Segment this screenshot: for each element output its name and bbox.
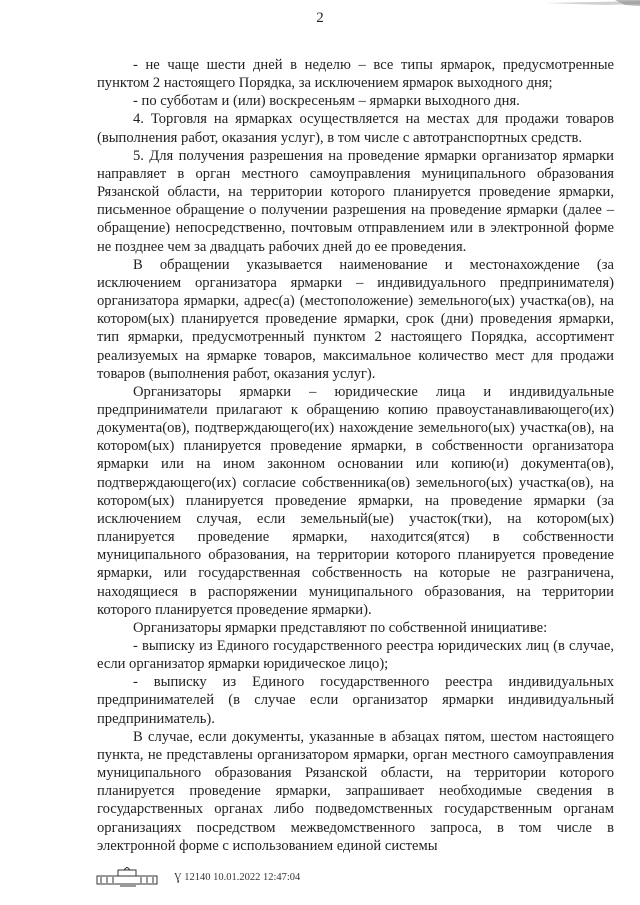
paragraph-entrepreneur-extract: - выписку из Единого государственного реестра индивидуальных предпринимателей (в случае если организатор ярмарки индивидуальный предприниматель). (97, 674, 614, 727)
registration-number: 12140 (184, 871, 211, 883)
paragraph-item-5: 5. Для получения разрешения на проведение ярмарки организатор ярмарки направляет в орган местного самоуправления муниципального образования Рязанской области, на территории которого планируется проведение ярмарки, письменное обращение о получении разрешения на проведение ярмарки (далее – обращение) непосредственно, почтовым отправлением или в электронной форме не позднее чем за двадцать рабочих дней до ее проведения. (97, 147, 614, 255)
paragraph-schedule-weekend: - по субботам и (или) воскресеньям – ярмарки выходного дня. (133, 93, 520, 110)
building-logo-icon (96, 867, 158, 887)
scan-artifact (545, 0, 640, 10)
paragraph-legal-entity-extract: - выписку из Единого государственного реестра юридических лиц (в случае, если организатор ярмарки юридическое лицо); (97, 638, 614, 673)
registration-info (174, 872, 300, 883)
paragraph-schedule-weekdays: - не чаще шести дней в неделю – все типы ярмарок, предусмотренные пунктом 2 настоящего Порядка, за исключением ярмарок выходного дня; (97, 57, 614, 92)
paragraph-item-4: 4. Торговля на ярмарках осуществляется на местах для продажи товаров (выполнения работ, оказания услуг), в том числе с автотранспортных средств. (97, 111, 614, 146)
registration-datetime: 10.01.2022 12:47:04 (213, 871, 301, 883)
paragraph-interagency-request: В случае, если документы, указанные в абзацах пятом, шестом настоящего пункта, не представлены организатором ярмарки, орган местного самоуправления муниципального образования Рязанской области, на территории которого планируется проведение ярмарки, запрашивает необходимые сведения в государственных органах либо подведомственных государственным органам организациях посредством межведомственного запроса, в том числе в электронной форме с использованием единой системы (97, 728, 614, 854)
paragraph-request-contents: В обращении указывается наименование и местонахождение (за исключением организатора ярмарки – индивидуального предпринимателя) организатора ярмарки, адрес(а) (местоположение) земельного(ых) участка(ов), на котором(ых) планируется проведение ярмарки, срок (дни) проведения ярмарки, тип ярмарки, предусмотренный пунктом 2 настоящего Порядка, ассортимент реализуемых на ярмарке товаров, максимальное количество мест для продажи товаров (выполнения работ, оказания услуг). (97, 256, 614, 382)
document-footer (96, 866, 300, 888)
page-number: 2 (316, 10, 324, 26)
registration-mark-icon: Ɣ (174, 871, 182, 883)
paragraph-own-initiative: Организаторы ярмарки представляют по собственной инициативе: (133, 619, 548, 636)
document-body (97, 56, 614, 855)
paragraph-attachments: Организаторы ярмарки – юридические лица и индивидуальные предприниматели прилагают к обращению копию правоустанавливающего(их) документа(ов), подтверждающего(их) нахождение земельного(ых) участка(ов), на котором(ых) планируется проведение ярмарки, в собственности организатора ярмарки или на ином законном основании или копию(и) документа(ов), подтверждающего(их) согласие собственника(ов) земельного(ых) участка(ов), на котором(ых) планируется проведение ярмарки, на проведение ярмарки (за исключением случая, если земельный(ые) участок(тки), на котором(ых) планируется проведение ярмарки, находится(ятся) в собственности муниципального образования, на территории которого планируется проведение ярмарки, или государственная собственность на которые не разграничена, находящиеся в распоряжении муниципального образования, на территории которого планируется проведение ярмарки). (97, 383, 614, 618)
